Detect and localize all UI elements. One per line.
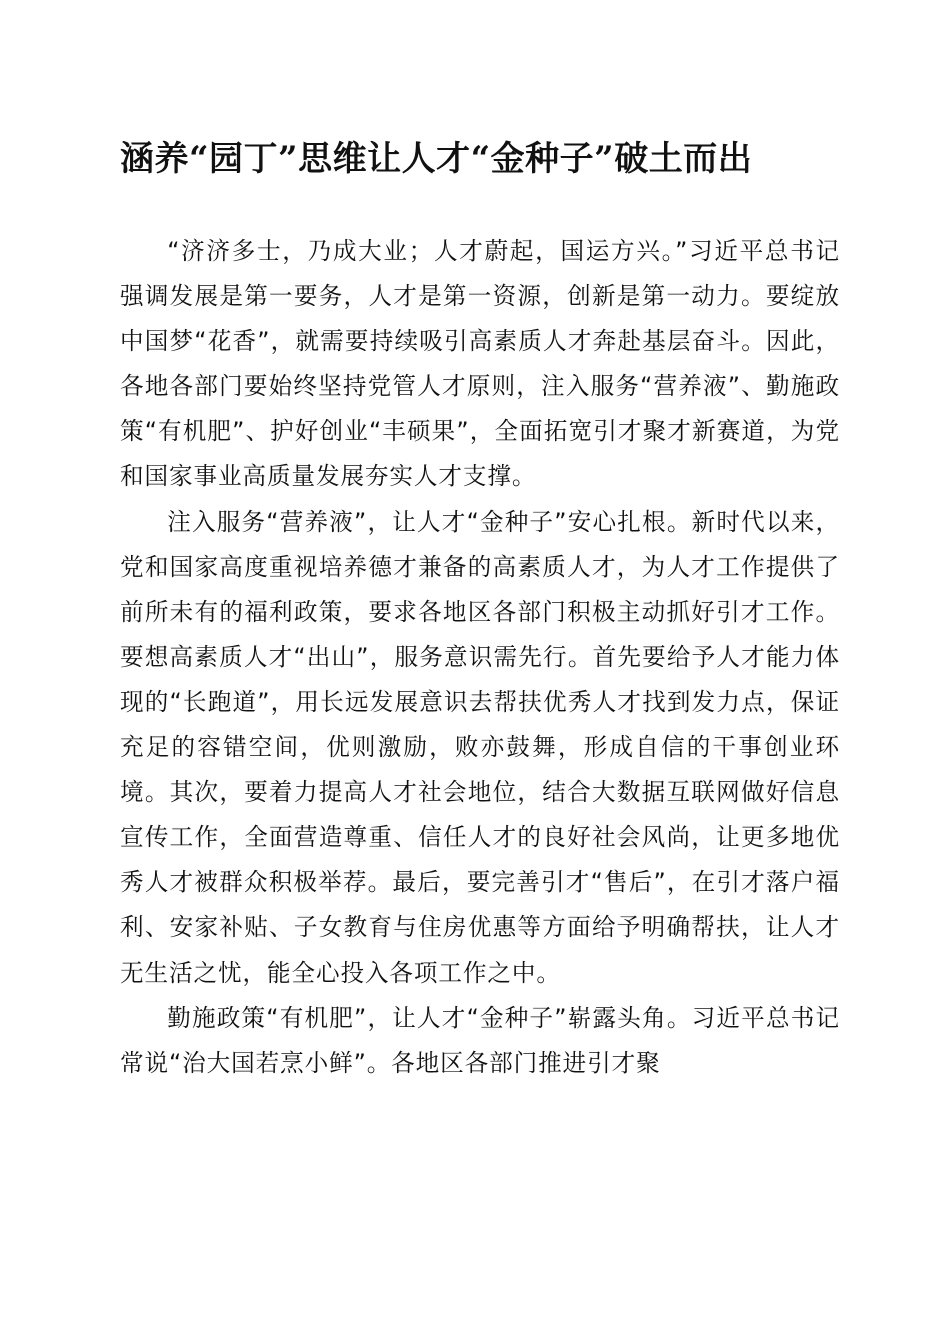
paragraph-3: 勤施政策“有机肥”，让人才“金种子”崭露头角。习近平总书记常说“治大国若烹小鲜”。各地区各部门推进引才聚: [120, 1003, 840, 1077]
document-body: [120, 229, 840, 1086]
document-title: 涵养“园丁”思维让人才“金种子”破土而出: [120, 139, 753, 179]
paragraph-2: 注入服务“营养液”，让人才“金种子”安心扎根。新时代以来，党和国家高度重视培养德才兼备的高素质人才，为人才工作提供了前所未有的福利政策，要求各地区各部门积极主动抓好引才工作。要想高素质人才“出山”，服务意识需先行。首先要给予人才能力体现的“长跑道”，用长远发展意识去帮扶优秀人才找到发力点，保证充足的容错空间，优则激励，败亦鼓舞，形成自信的干事创业环境。其次，要着力提高人才社会地位，结合大数据互联网做好信息宣传工作，全面营造尊重、信任人才的良好社会风尚，让更多地优秀人才被群众积极举荐。最后，要完善引才“售后”，在引才落户福利、安家补贴、子女教育与住房优惠等方面给予明确帮扶，让人才无生活之忧，能全心投入各项工作之中。: [120, 507, 840, 987]
paragraph-1: “济济多士，乃成大业；人才蔚起，国运方兴。”习近平总书记强调发展是第一要务，人才是第一资源，创新是第一动力。要绽放中国梦“花香”，就需要持续吸引高素质人才奔赴基层奋斗。因此，各地各部门要始终坚持党管人才原则，注入服务“营养液”、勤施政策“有机肥”、护好创业“丰硕果”，全面拓宽引才聚才新赛道，为党和国家事业高质量发展夯实人才支撑。: [120, 237, 840, 491]
